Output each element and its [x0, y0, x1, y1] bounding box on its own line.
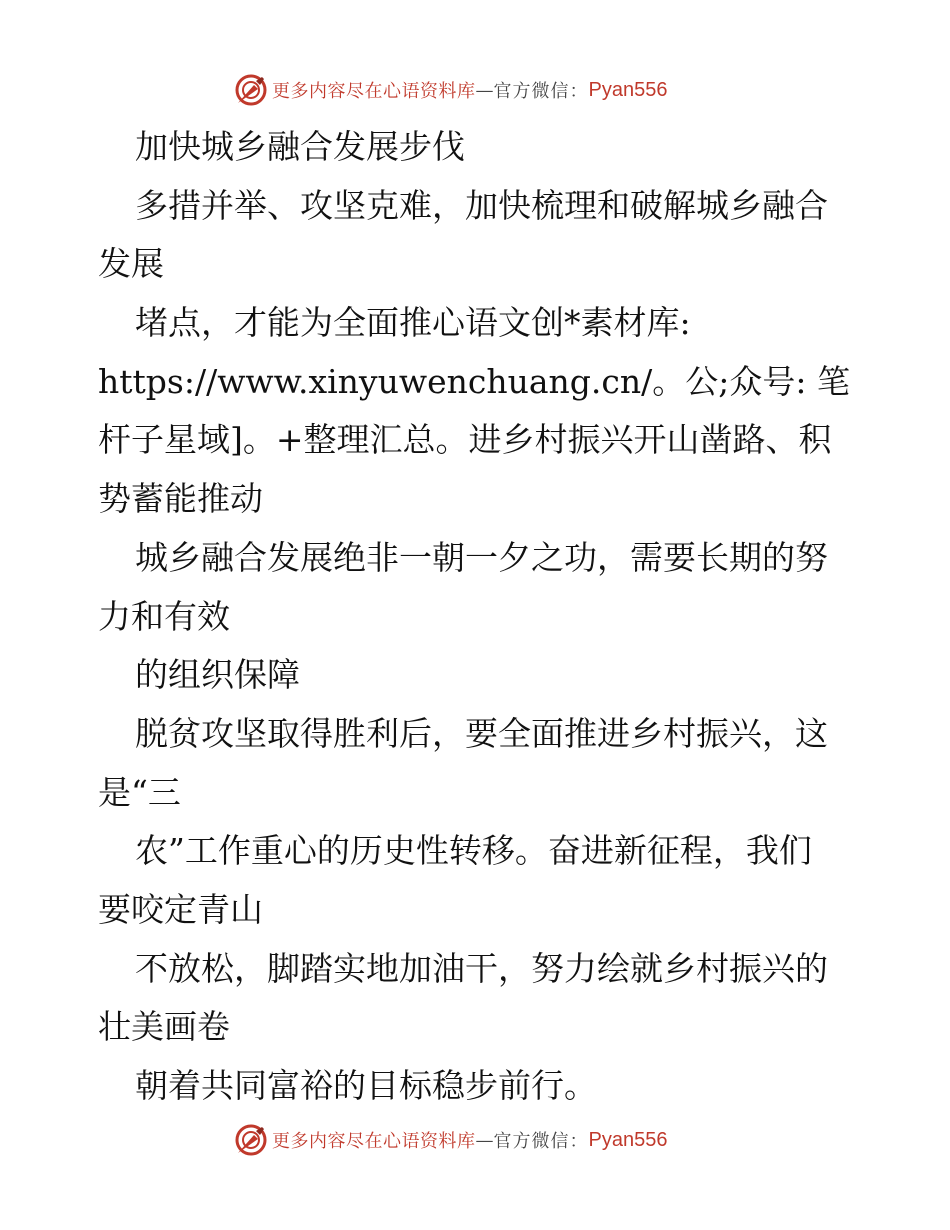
paragraph-line: 势蓄能推动	[98, 479, 263, 519]
banner-separator: —	[475, 79, 494, 101]
pen-nib-logo-icon	[234, 1123, 268, 1157]
paragraph-line: 是“三	[98, 772, 181, 812]
paragraph-line: 多措并举、攻坚克难，加快梳理和破解城乡融合	[135, 185, 828, 225]
paragraph-line: 农”工作重心的历史性转移。奋进新征程，我们	[135, 831, 812, 871]
header-watermark	[234, 70, 667, 110]
banner-separator: —	[475, 1129, 494, 1151]
document-body	[98, 118, 858, 1116]
paragraph-line: 发展	[98, 244, 164, 284]
banner-wechat-label: 官方微信：	[493, 81, 589, 102]
footer-watermark	[234, 1120, 667, 1160]
paragraph-line: 城乡融合发展绝非一朝一夕之功，需要长期的努	[135, 537, 828, 577]
paragraph-line: 的组织保障	[135, 655, 300, 695]
banner-title: 更多内容尽在心语资料库	[272, 1131, 476, 1152]
paragraph-line: 壮美画卷	[98, 1007, 230, 1047]
paragraph-line: 脱贫攻坚取得胜利后，要全面推进乡村振兴，这	[135, 713, 828, 753]
banner-title: 更多内容尽在心语资料库	[272, 81, 476, 102]
banner-wechat-id: Pyan556	[588, 78, 668, 101]
banner-wechat-id: Pyan556	[588, 1128, 668, 1151]
paragraph-line: 力和有效	[98, 596, 230, 636]
banner-wechat-label: 官方微信：	[493, 1131, 589, 1152]
paragraph-line: 朝着共同富裕的目标稳步前行。	[135, 1066, 597, 1105]
paragraph-line: 堵点，才能为全面推心语文创*素材库:	[135, 303, 691, 343]
paragraph-line: https://www.xinyuwenchuang.cn/。公;众号: 笔	[98, 361, 850, 401]
paragraph-line: 要咬定青山	[98, 889, 263, 929]
paragraph-line: 不放松，脚踏实地加油干，努力绘就乡村振兴的	[135, 948, 828, 988]
paragraph-line: 加快城乡融合发展步伐	[135, 127, 465, 166]
pen-nib-logo-icon	[234, 73, 268, 107]
paragraph-line: 杆子星域]。+整理汇总。进乡村振兴开山凿路、积	[98, 420, 832, 460]
